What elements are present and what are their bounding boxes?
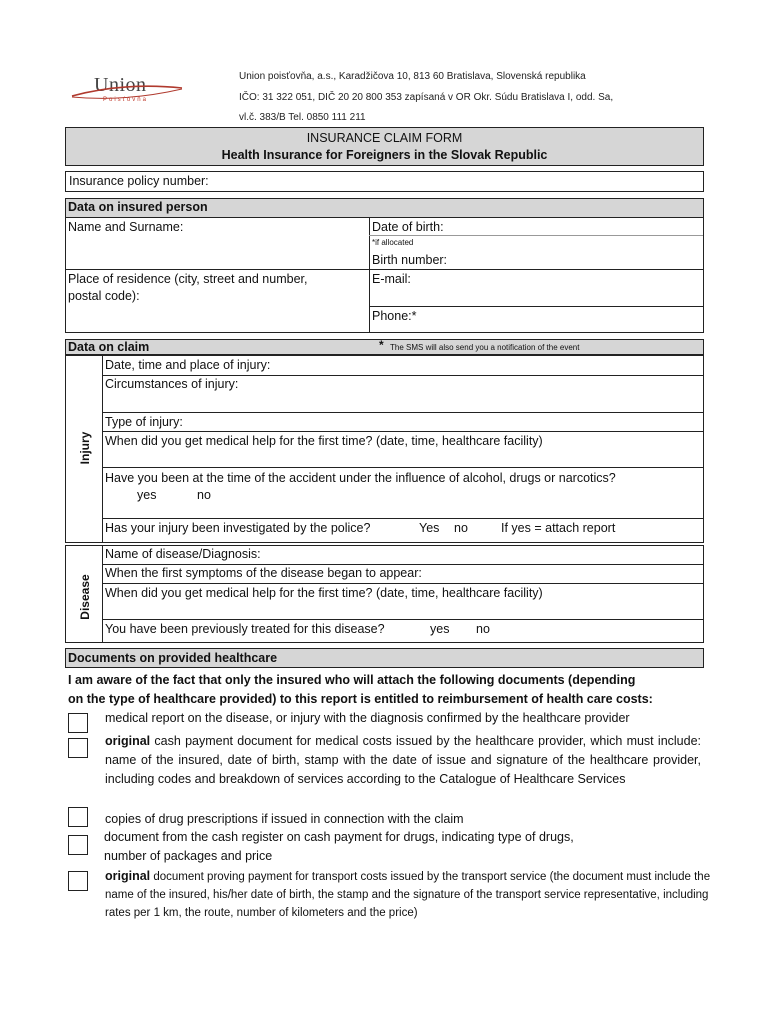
alcohol-question: Have you been at the time of the accident under the influence of alcohol, drugs or narcotics? — [105, 471, 616, 485]
doc-item-transport-text: document proving payment for transport costs issued by the transport service (the document must include the name of the insured, his/her date of birth, the stamp and the signature of the transport service representative, including rates per 1 km, the route, number of kilometers and the price) — [105, 871, 711, 919]
residence-label-2: postal code): — [68, 289, 140, 303]
birth-number-label[interactable]: Birth number: — [372, 253, 448, 267]
company-registration: IČO: 31 322 051, DIČ 20 20 800 353 zapísaná v OR Okr. Súdu Bratislava I, odd. Sa, — [239, 92, 614, 103]
police-question: Has your injury been investigated by the police? — [105, 521, 371, 535]
company-contact: vl.č. 383/B Tel. 0850 111 211 — [239, 112, 366, 123]
doc-item-cash-payment-text: cash payment document for medical costs issued by the healthcare provider, which must include: name of the insured, date of birth, stamp with the date of issue and signature of the healthcare provider, including codes and breakdown of services according to the Catalogue of Healthcare Services — [105, 734, 701, 786]
sms-asterisk: * — [379, 338, 384, 352]
documents-intro-2: on the type of healthcare provided) to this report is entitled to reimbursement of health care costs: — [68, 692, 653, 706]
name-surname-label[interactable]: Name and Surname: — [68, 220, 184, 234]
doc-item-transport — [105, 867, 713, 922]
form-subtitle: Health Insurance for Foreigners in the Slovak Republic — [221, 148, 548, 162]
treated-no-option[interactable]: no — [476, 622, 490, 636]
policy-number-field[interactable] — [65, 171, 704, 192]
form-title-box — [65, 127, 704, 166]
residence-label-1[interactable]: Place of residence (city, street and number, — [68, 272, 308, 286]
circumstances-label[interactable]: Circumstances of injury: — [105, 377, 239, 391]
email-label[interactable]: E-mail: — [372, 272, 411, 286]
claim-header-bar — [65, 339, 704, 355]
if-allocated-note: *if allocated — [372, 238, 414, 247]
alcohol-yes-option[interactable]: yes — [137, 488, 157, 502]
logo-sub: Poisťovňa — [103, 97, 148, 103]
insured-header-bar — [66, 199, 703, 218]
doc-item-medical-report: medical report on the disease, or injury with the diagnosis confirmed by the healthcare provider — [105, 711, 630, 725]
police-no-option[interactable]: no — [454, 521, 468, 535]
doc-item-cash-payment-bold: original — [105, 734, 151, 748]
claim-header: Data on claim — [68, 340, 150, 354]
doc-checkbox-drug-receipt[interactable] — [68, 835, 88, 855]
phone-label[interactable]: Phone:* — [372, 309, 417, 323]
injury-date-label[interactable]: Date, time and place of injury: — [105, 358, 271, 372]
insured-header: Data on insured person — [68, 200, 208, 214]
doc-checkbox-medical-report[interactable] — [68, 713, 88, 733]
logo-name: Union — [94, 74, 147, 96]
doc-item-prescriptions: copies of drug prescriptions if issued in connection with the claim — [105, 812, 464, 826]
logo-swoosh-icon — [70, 70, 185, 110]
disease-medical-help-label[interactable]: When did you get medical help for the first time? (date, time, healthcare facility) — [105, 586, 543, 600]
symptoms-label[interactable]: When the first symptoms of the disease began to appear: — [105, 566, 422, 580]
doc-checkbox-transport[interactable] — [68, 871, 88, 891]
form-title: INSURANCE CLAIM FORM — [306, 131, 463, 145]
company-address: Union poisťovňa, a.s., Karadžičova 10, 813 60 Bratislava, Slovenská republika — [239, 71, 586, 82]
documents-header: Documents on provided healthcare — [68, 651, 278, 665]
union-logo — [70, 70, 185, 110]
doc-item-drug-receipt-1: document from the cash register on cash payment for drugs, indicating type of drugs, — [104, 830, 574, 844]
injury-medical-help-label[interactable]: When did you get medical help for the first time? (date, time, healthcare facility) — [105, 434, 543, 448]
documents-intro-1: I am aware of the fact that only the insured who will attach the following documents (depending — [68, 673, 636, 687]
disease-section — [65, 545, 704, 643]
injury-section — [65, 355, 704, 543]
injury-side-label: Injury — [78, 431, 92, 465]
alcohol-no-option[interactable]: no — [197, 488, 211, 502]
treated-yes-option[interactable]: yes — [430, 622, 450, 636]
insured-section — [65, 198, 704, 333]
attach-report-note: If yes = attach report — [501, 521, 616, 535]
doc-checkbox-prescriptions[interactable] — [68, 807, 88, 827]
doc-item-cash-payment — [105, 732, 701, 789]
date-of-birth-label[interactable]: Date of birth: — [372, 220, 444, 234]
injury-type-label[interactable]: Type of injury: — [105, 415, 183, 429]
documents-header-bar — [65, 648, 704, 668]
doc-item-drug-receipt-2: number of packages and price — [104, 849, 273, 863]
disease-side-label: Disease — [78, 574, 92, 620]
disease-name-label[interactable]: Name of disease/Diagnosis: — [105, 547, 261, 561]
previously-treated-question: You have been previously treated for this disease? — [105, 622, 385, 636]
doc-item-transport-bold: original — [105, 869, 151, 883]
policy-number-label: Insurance policy number: — [69, 174, 209, 188]
police-yes-option[interactable]: Yes — [419, 521, 440, 535]
sms-note: The SMS will also send you a notification of the event — [390, 343, 580, 352]
doc-checkbox-cash-payment[interactable] — [68, 738, 88, 758]
